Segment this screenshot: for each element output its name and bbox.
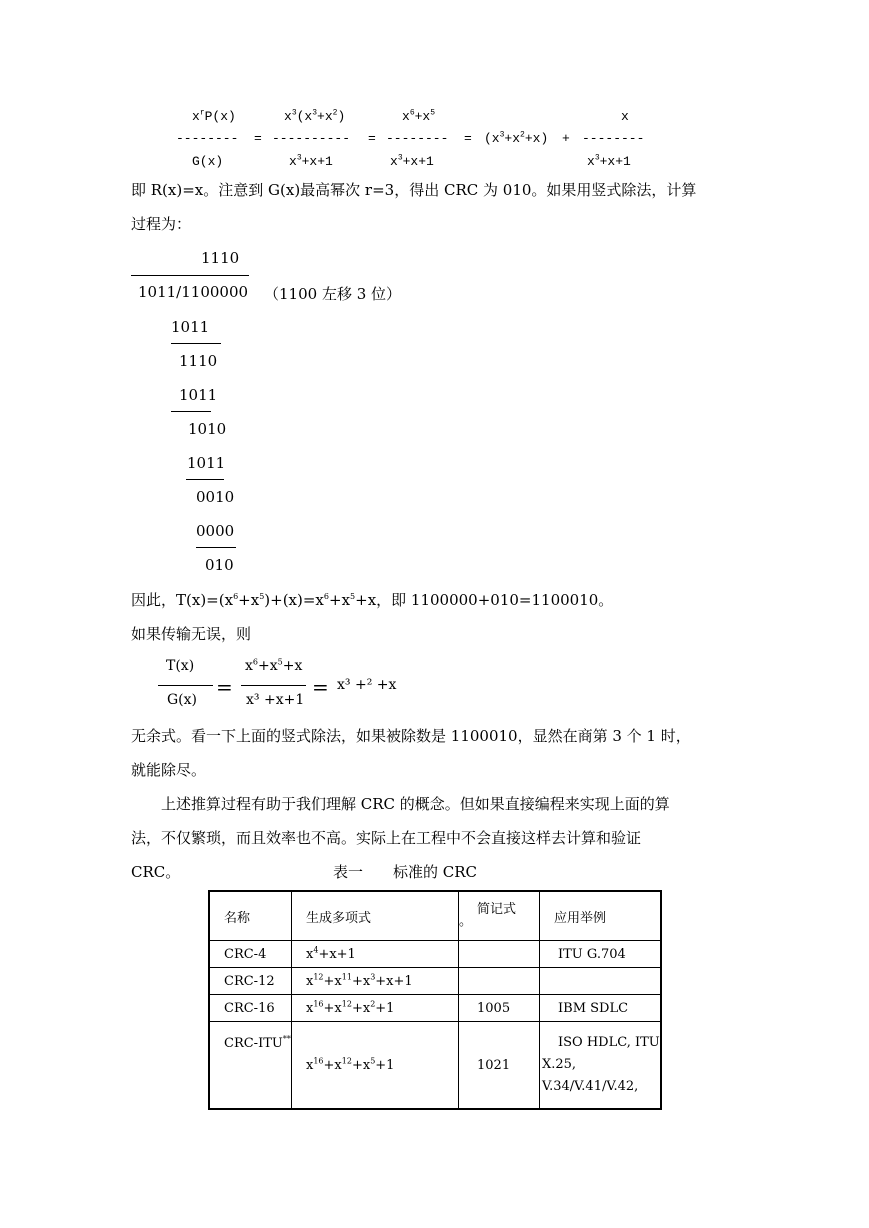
paragraph-3: 如果传输无误，则: [131, 625, 252, 643]
formula2-eq2: =: [312, 675, 329, 699]
formula1-q-open: (x: [484, 131, 500, 146]
cell-poly-x: x: [306, 973, 314, 989]
formula1-dash3: --------: [386, 131, 449, 146]
table-header-short: [459, 891, 540, 941]
formula2-bar1: [158, 685, 213, 686]
formula1-den4-x: x: [587, 154, 595, 169]
cell-app: IBM SDLC: [540, 995, 662, 1022]
p2-sup3: 6: [323, 592, 329, 601]
cell-name-sup: **: [282, 1034, 291, 1044]
cell-poly-x: x: [306, 1057, 314, 1073]
formula1-den4: [587, 154, 631, 169]
p2-prefix: 因此，T(x)=(x: [131, 591, 234, 609]
formula1-den4-sup: 3: [594, 153, 600, 163]
formula2-bar2: [241, 685, 306, 686]
formula1-den2-end: +x+1: [301, 154, 333, 169]
division-step-8: 010: [205, 556, 234, 574]
cell-poly: [292, 1022, 459, 1110]
formula2-den1: G(x): [167, 692, 198, 708]
formula1-num3-sup1: 6: [409, 108, 415, 118]
paragraph-1-line1: 即 R(x)=x。注意到 G(x)最高幂次 r=3，得出 CRC 为 010。如果用竖式除法，计算: [131, 181, 697, 199]
division-step-3: 1011: [179, 386, 218, 404]
formula1-q-sup2: 2: [520, 130, 525, 140]
table-header-app: 应用举例: [540, 891, 662, 941]
formula1-num1: [192, 109, 236, 124]
cell-app-line2: X.25,: [542, 1057, 577, 1072]
division-step-line-4: [196, 547, 236, 548]
p2-c: +x: [329, 591, 351, 609]
paragraph-4-line2: 就能除尽。: [131, 761, 207, 779]
formula1-num3-x: x: [402, 109, 410, 124]
formula1-den1: G(x): [192, 154, 224, 169]
cell-poly: [292, 941, 459, 968]
formula2-num2-s1: 6: [252, 657, 258, 667]
cell-poly: [292, 995, 459, 1022]
cell-poly-sup3: 5: [370, 1056, 376, 1066]
formula1-eq2: =: [368, 131, 376, 146]
formula2-num2: [245, 658, 302, 674]
paragraph-5-line1: 上述推算过程有助于我们理解 CRC 的概念。但如果直接编程来实现上面的算: [161, 795, 670, 813]
p2-d: +x，即 1100000+010=1100010。: [355, 591, 614, 609]
formula2-result: x³ +² +x: [337, 677, 397, 693]
cell-poly-rest: +1: [375, 1057, 395, 1073]
cell-app-line1: ISO HDLC, ITU: [558, 1035, 660, 1050]
formula1-den3-sup: 3: [397, 153, 403, 163]
cell-poly-sup1: 16: [313, 999, 324, 1009]
cell-poly-m1: +x: [323, 1000, 342, 1016]
cell-poly-sup1: 16: [313, 1056, 324, 1066]
table-row: [209, 968, 661, 995]
cell-poly-rest: +x+1: [318, 946, 356, 962]
formula1-num2-open: (x: [296, 109, 313, 124]
table-row: [209, 1022, 661, 1110]
cell-poly-m1: +x: [323, 973, 342, 989]
formula1-plus: +: [562, 131, 570, 146]
cell-app-line3: V.34/V.41/V.42,: [542, 1079, 639, 1094]
cell-short: [459, 941, 540, 968]
formula1-num3: [402, 109, 435, 124]
formula1-num2: [284, 109, 345, 124]
formula2-den2: x³ +x+1: [246, 692, 305, 708]
division-step-2: 1110: [179, 352, 218, 370]
division-bar: [131, 275, 249, 276]
paragraph-2: [131, 583, 613, 617]
formula2-num2-s2: 5: [277, 657, 283, 667]
table-caption: 表一 标准的 CRC: [333, 863, 478, 881]
division-step-line-1: [171, 343, 221, 344]
p2-a: +x: [238, 591, 260, 609]
formula2-num1: T(x): [166, 658, 195, 674]
cell-poly-sup3: 2: [370, 999, 376, 1009]
paragraph-1-line2: 过程为：: [131, 215, 192, 233]
division-note: （1100 左移 3 位）: [264, 285, 402, 303]
formula1-den3-end: +x+1: [402, 154, 434, 169]
formula1-den4-end: +x+1: [599, 154, 631, 169]
division-step-line-2: [171, 411, 211, 412]
table-row: [209, 995, 661, 1022]
formula1-q-mid: +x: [504, 131, 521, 146]
cell-poly: [292, 968, 459, 995]
cell-poly-sup2: 12: [341, 1056, 352, 1066]
table-header-short-label: 简记式: [477, 902, 517, 917]
cell-name-text: CRC-ITU: [224, 1036, 283, 1051]
cell-short: 1021: [459, 1022, 540, 1110]
cell-poly-sup2: 11: [341, 972, 352, 982]
cell-app: [540, 968, 662, 995]
division-step-line-3: [186, 479, 224, 480]
division-dividend: 1011/1100000: [138, 283, 249, 301]
p2-sup4: 5: [350, 592, 356, 601]
p2-sup2: 5: [259, 592, 265, 601]
formula1-quotient: [484, 131, 548, 146]
formula1-q-end: +x): [524, 131, 549, 146]
cell-app: ITU G.704: [540, 941, 662, 968]
formula1-num2-sup1: 3: [312, 108, 318, 118]
table-header-name: 名称: [209, 891, 292, 941]
cell-name: [209, 1022, 292, 1110]
formula1-den2: [289, 154, 333, 169]
cell-poly-m2: +x: [351, 973, 371, 989]
table-header-poly: 生成多项式: [292, 891, 459, 941]
cell-poly-m1: +x: [323, 1057, 342, 1073]
division-step-7: 0000: [196, 522, 235, 540]
paragraph-5-line3: CRC。: [131, 863, 181, 881]
formula2-num2-m: +x: [258, 658, 278, 674]
cell-app: [540, 1022, 662, 1110]
formula1-num1-sup: r: [199, 108, 205, 118]
formula1-dash1: --------: [176, 131, 239, 146]
formula1-num2-end: ): [337, 109, 346, 124]
cell-poly-m2: +x: [351, 1057, 371, 1073]
formula1-den2-x: x: [289, 154, 297, 169]
table-header-short-note: 。: [459, 914, 473, 929]
formula1-dash2: ----------: [272, 131, 351, 146]
formula1-eq1: =: [254, 131, 262, 146]
cell-short: 1005: [459, 995, 540, 1022]
formula1-den3: [390, 154, 434, 169]
cell-poly-rest: +x+1: [375, 973, 413, 989]
formula1-num3-mid: +x: [414, 109, 431, 124]
cell-poly-x: x: [306, 1000, 314, 1016]
cell-name: CRC-12: [209, 968, 292, 995]
cell-poly-m2: +x: [351, 1000, 371, 1016]
division-step-4: 1010: [188, 420, 227, 438]
formula1-den3-x: x: [390, 154, 398, 169]
formula1-num4: x: [621, 109, 629, 124]
cell-short: [459, 968, 540, 995]
formula1-num2-prefix-sup: 3: [291, 108, 297, 118]
p2-b: )+(x)=x: [264, 591, 324, 609]
division-quotient: 1110: [201, 249, 240, 267]
division-step-5: 1011: [187, 454, 226, 472]
formula1-num2-sup2: 2: [332, 108, 338, 118]
cell-poly-rest: +1: [375, 1000, 395, 1016]
paragraph-4-line1: 无余式。看一下上面的竖式除法，如果被除数是 1100010，显然在商第 3 个 1 时，: [131, 727, 691, 745]
formula2-eq1: =: [216, 675, 233, 699]
formula2-num2-x: x: [245, 658, 253, 674]
cell-name: CRC-16: [209, 995, 292, 1022]
formula1-num2-prefix: x: [284, 109, 292, 124]
crc-table: [208, 890, 662, 1110]
cell-poly-sup1: 4: [313, 945, 319, 955]
formula1-num1-body: P(x): [204, 109, 236, 124]
formula1-dash4: --------: [582, 131, 645, 146]
table-row: [209, 941, 661, 968]
cell-poly-x: x: [306, 946, 314, 962]
cell-poly-sup2: 12: [341, 999, 352, 1009]
formula1-den2-sup: 3: [296, 153, 302, 163]
formula2-num2-e: +x: [282, 658, 303, 674]
cell-poly-sup1: 12: [313, 972, 324, 982]
table-header-row: [209, 891, 661, 941]
formula1-num1-x: x: [192, 109, 200, 124]
formula1-q-sup1: 3: [499, 130, 505, 140]
formula1-eq3: =: [464, 131, 472, 146]
p2-sup1: 6: [233, 592, 239, 601]
formula1-num3-sup2: 5: [430, 108, 436, 118]
division-step-6: 0010: [196, 488, 235, 506]
cell-name: CRC-4: [209, 941, 292, 968]
paragraph-5-line2: 法，不仅繁琐，而且效率也不高。实际上在工程中不会直接这样去计算和验证: [131, 829, 642, 847]
formula1-num2-mid: +x: [317, 109, 333, 124]
cell-poly-sup3: 3: [370, 972, 376, 982]
division-step-1: 1011: [171, 318, 210, 336]
